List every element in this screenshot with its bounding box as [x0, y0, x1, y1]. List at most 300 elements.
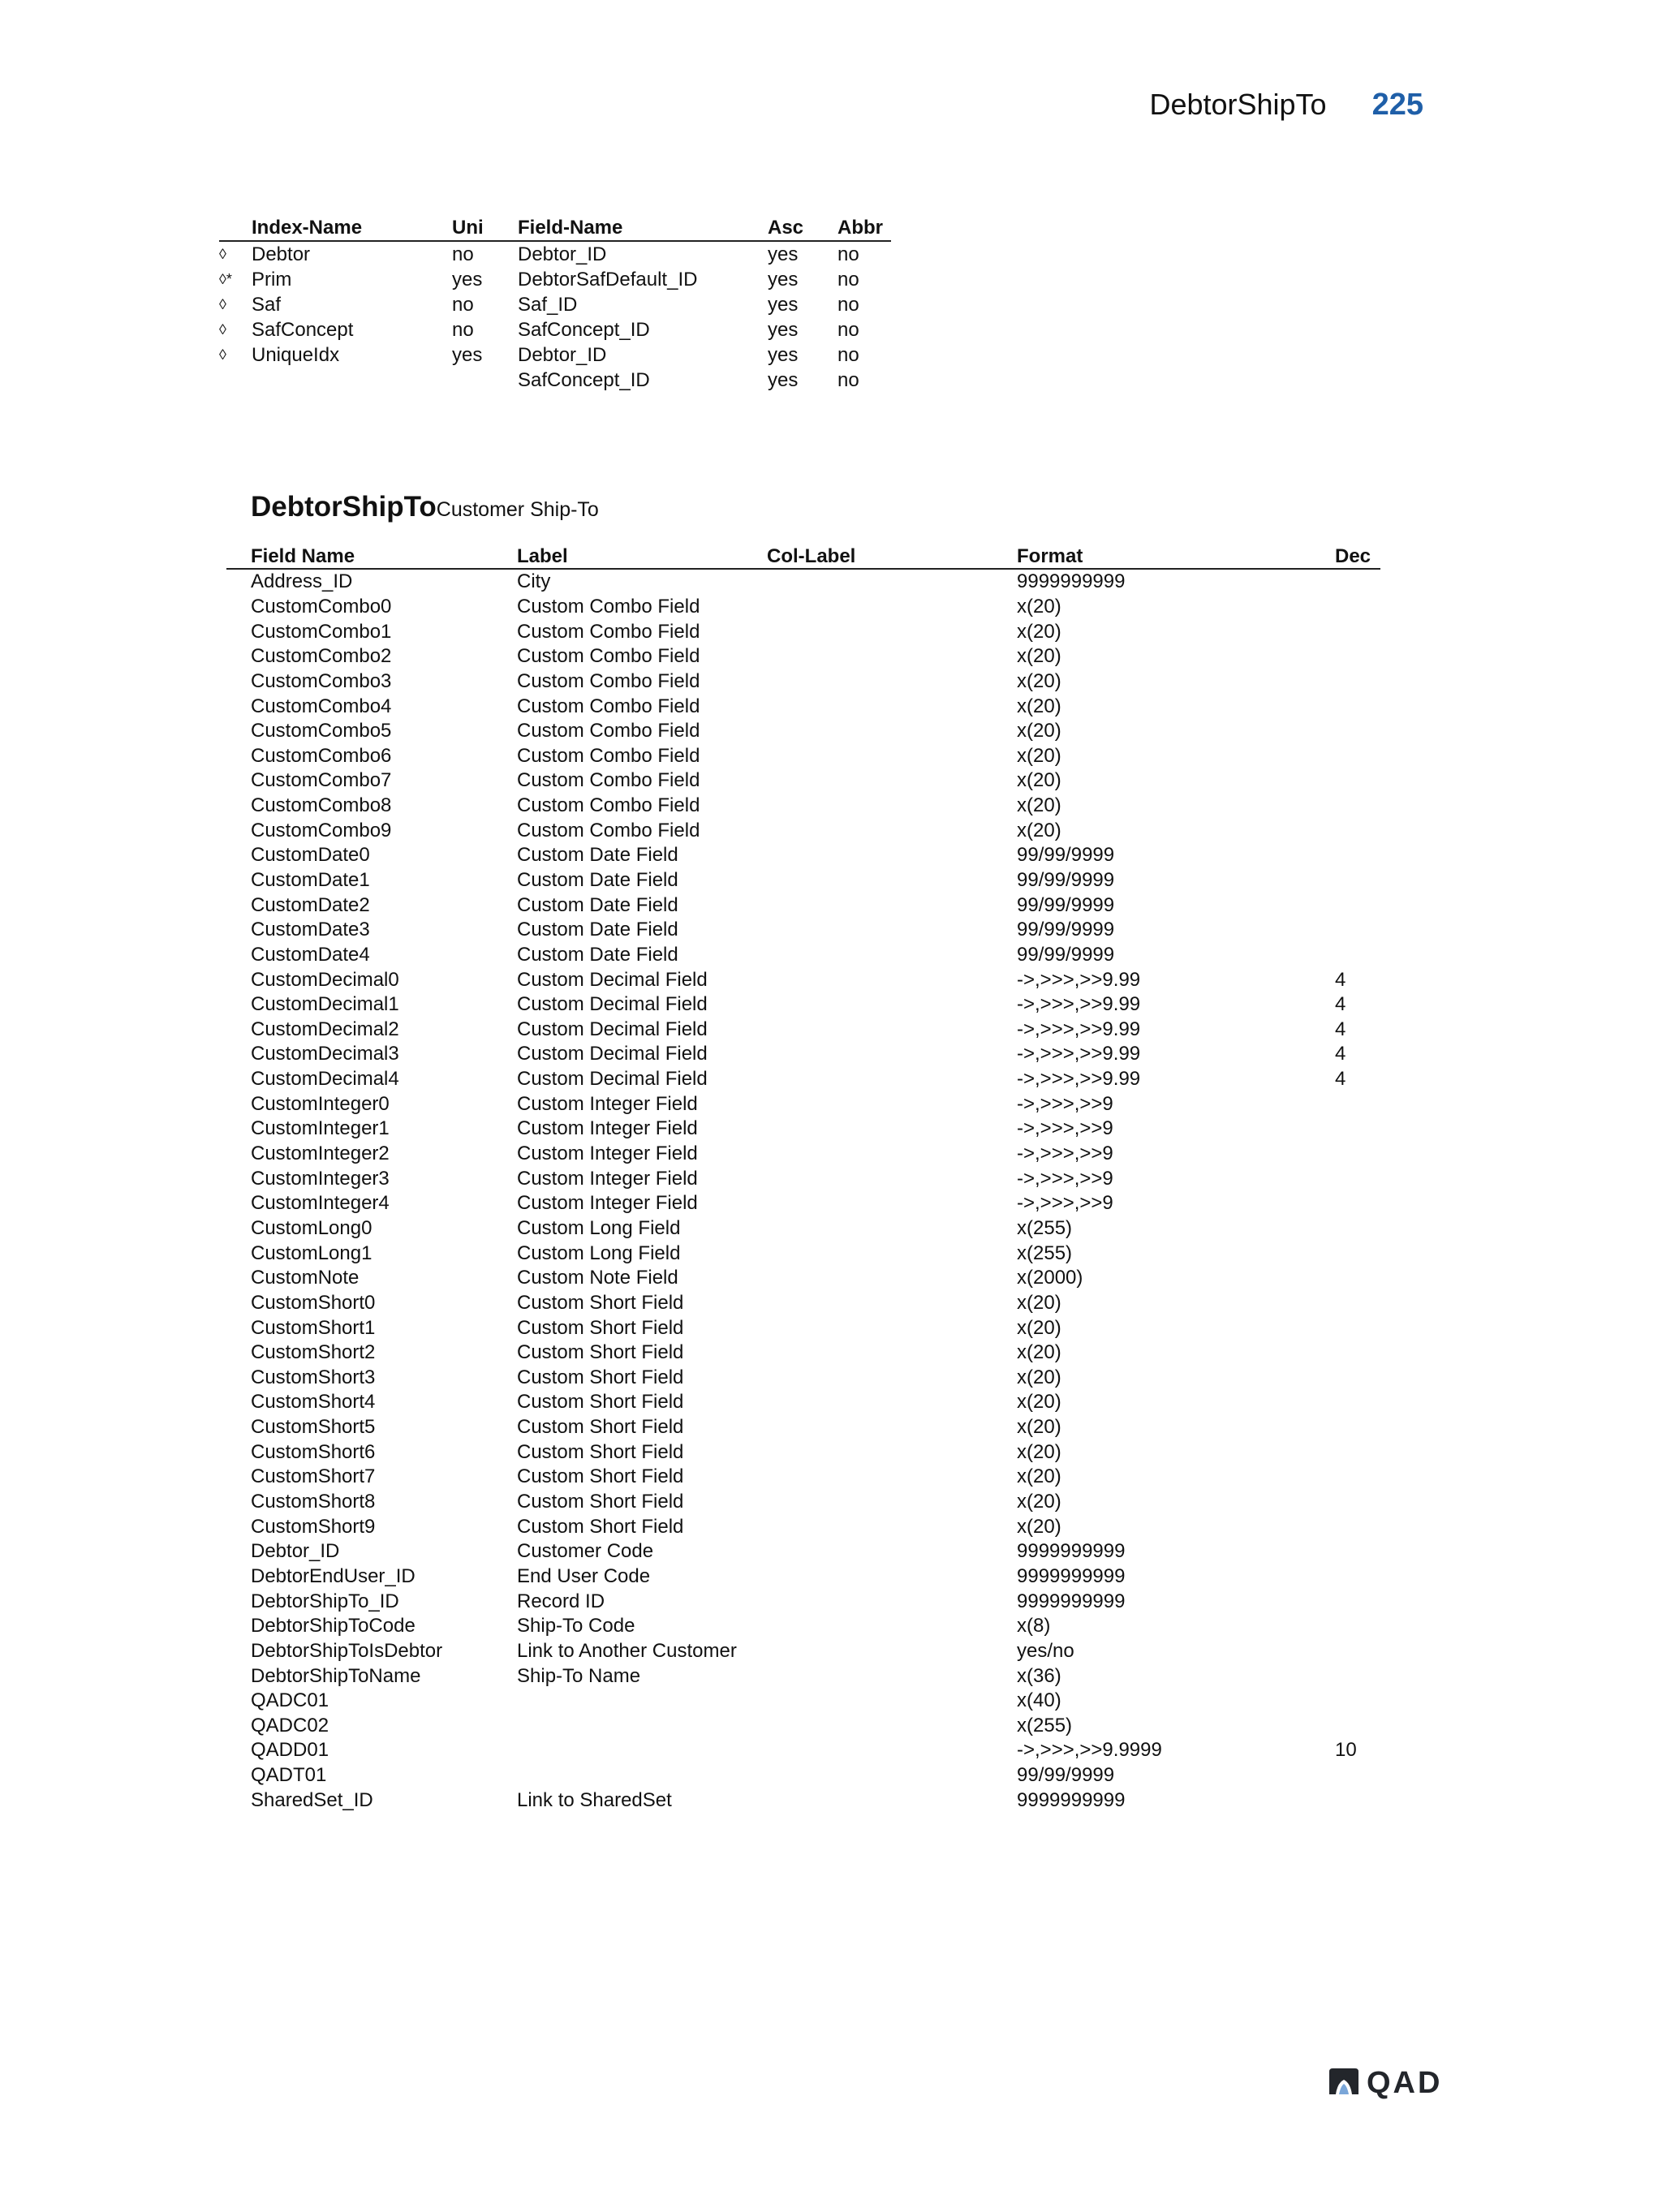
- field-row-lead: [226, 1042, 251, 1067]
- field-format: x(20): [1017, 819, 1061, 841]
- field-label: Custom Short Field: [517, 1465, 684, 1488]
- field-format: 9999999999: [1017, 1788, 1126, 1811]
- field-decimals: [1335, 943, 1380, 968]
- field-row-lead: [226, 1415, 251, 1440]
- qad-logo-icon: [1328, 2067, 1360, 2100]
- field-decimals: [1335, 1366, 1380, 1391]
- field-name: DebtorShipToCode: [251, 1615, 416, 1637]
- index-marker-icon: ◊: [219, 296, 226, 312]
- field-label: End User Code: [517, 1564, 651, 1587]
- field-decimals: [1335, 1788, 1380, 1813]
- field-row-lead: [226, 1166, 251, 1191]
- field-label: Custom Short Field: [517, 1366, 684, 1388]
- field-col-label: [767, 1763, 1017, 1788]
- field-label: Custom Date Field: [517, 919, 678, 941]
- field-row: [226, 1763, 1380, 1788]
- field-col-label: [767, 818, 1017, 843]
- field-row-lead: [226, 768, 251, 794]
- field-row: [226, 1315, 1380, 1341]
- field-name: CustomDate0: [251, 844, 370, 867]
- field-col-label: [767, 1663, 1017, 1689]
- index-abbreviated: no: [837, 344, 859, 366]
- field-col-label: [767, 619, 1017, 644]
- field-format: 99/99/9999: [1017, 919, 1115, 941]
- index-table-body: [219, 241, 891, 393]
- field-format: x(20): [1017, 794, 1061, 817]
- field-row-lead: [226, 1091, 251, 1117]
- field-label: Custom Combo Field: [517, 720, 700, 742]
- field-format: ->,>>>,>>9.99: [1017, 1068, 1141, 1091]
- field-decimals: [1335, 1142, 1380, 1167]
- field-label: [517, 1713, 767, 1738]
- index-abbreviated: no: [837, 243, 859, 265]
- field-format: x(255): [1017, 1216, 1073, 1239]
- field-row: [226, 818, 1380, 843]
- field-decimals: [1335, 768, 1380, 794]
- field-decimals: [1335, 1266, 1380, 1291]
- index-row: [219, 317, 891, 342]
- field-col-label: [767, 1713, 1017, 1738]
- field-row: [226, 992, 1380, 1018]
- field-row-lead: [226, 893, 251, 918]
- field-format: ->,>>>,>>9: [1017, 1192, 1113, 1215]
- field-name: CustomShort5: [251, 1416, 376, 1439]
- field-col-label: [767, 669, 1017, 695]
- format-column-header: Format: [1017, 544, 1335, 569]
- field-decimals: [1335, 1490, 1380, 1515]
- field-decimals: [1335, 818, 1380, 843]
- field-format: x(20): [1017, 1416, 1061, 1439]
- field-decimals: [1335, 669, 1380, 695]
- field-label: [517, 1738, 767, 1763]
- field-col-label: [767, 1191, 1017, 1216]
- field-format: x(20): [1017, 669, 1061, 692]
- field-row: [226, 1465, 1380, 1490]
- field-name: CustomCombo1: [251, 620, 392, 643]
- field-label: Custom Integer Field: [517, 1192, 698, 1215]
- field-row-lead: [226, 1241, 251, 1266]
- field-row-lead: [226, 1390, 251, 1415]
- field-row: [226, 1191, 1380, 1216]
- field-col-label: [767, 794, 1017, 819]
- field-decimals: [1335, 644, 1380, 669]
- field-name: CustomShort6: [251, 1440, 376, 1463]
- field-row: [226, 967, 1380, 992]
- field-row-lead: [226, 1514, 251, 1539]
- field-name: CustomDecimal2: [251, 1018, 399, 1040]
- index-unique: no: [452, 294, 474, 316]
- index-row: [219, 342, 891, 368]
- field-col-label: [767, 967, 1017, 992]
- field-row: [226, 1440, 1380, 1465]
- field-row: [226, 1390, 1380, 1415]
- field-name: CustomInteger1: [251, 1117, 390, 1140]
- field-decimals: [1335, 843, 1380, 868]
- field-row-lead: [226, 1117, 251, 1142]
- unique-header: Uni: [452, 215, 518, 241]
- field-col-label: [767, 1266, 1017, 1291]
- field-decimals: [1335, 569, 1380, 595]
- decimals-column-header: Dec: [1335, 544, 1380, 569]
- field-col-label: [767, 992, 1017, 1018]
- field-decimals: [1335, 1614, 1380, 1639]
- index-field-name: Saf_ID: [518, 294, 578, 316]
- field-label: Custom Short Field: [517, 1341, 684, 1364]
- field-label: Custom Date Field: [517, 844, 678, 867]
- field-decimals: [1335, 1216, 1380, 1242]
- field-col-label: [767, 694, 1017, 719]
- field-row: [226, 619, 1380, 644]
- field-label: [517, 1763, 767, 1788]
- field-row-lead: [226, 1763, 251, 1788]
- index-name: SafConcept: [252, 319, 354, 341]
- field-row: [226, 1564, 1380, 1590]
- field-decimals: [1335, 868, 1380, 893]
- field-decimals: [1335, 1514, 1380, 1539]
- field-row: [226, 569, 1380, 595]
- field-row-lead: [226, 1067, 251, 1092]
- index-unique: [452, 368, 518, 393]
- index-unique: no: [452, 319, 474, 341]
- field-format: x(20): [1017, 1515, 1061, 1538]
- running-header-title: DebtorShipTo: [1149, 88, 1327, 121]
- field-label: Custom Date Field: [517, 869, 678, 891]
- field-name: CustomLong0: [251, 1216, 372, 1239]
- field-row-lead: [226, 1564, 251, 1590]
- field-format: x(20): [1017, 1491, 1061, 1513]
- field-label: Custom Combo Field: [517, 744, 700, 767]
- field-label: Custom Short Field: [517, 1440, 684, 1463]
- index-name: Saf: [252, 294, 282, 316]
- field-row: [226, 1490, 1380, 1515]
- table-section-title: [251, 491, 599, 523]
- field-row-lead: [226, 1713, 251, 1738]
- field-format: 99/99/9999: [1017, 1764, 1115, 1787]
- field-format: x(8): [1017, 1615, 1051, 1637]
- field-row: [226, 694, 1380, 719]
- field-row: [226, 768, 1380, 794]
- index-unique: yes: [452, 344, 483, 366]
- field-row: [226, 1788, 1380, 1813]
- field-label: Custom Decimal Field: [517, 1068, 708, 1091]
- field-row: [226, 868, 1380, 893]
- field-label: Custom Short Field: [517, 1391, 684, 1414]
- field-col-label: [767, 893, 1017, 918]
- field-format: x(20): [1017, 595, 1061, 618]
- field-col-label: [767, 1564, 1017, 1590]
- field-row: [226, 644, 1380, 669]
- field-name: CustomDate4: [251, 943, 370, 966]
- field-format: ->,>>>,>>9.9999: [1017, 1739, 1162, 1762]
- index-field-name: Debtor_ID: [518, 243, 607, 265]
- field-row-lead: [226, 1440, 251, 1465]
- field-row-lead: [226, 595, 251, 620]
- field-label: Custom Long Field: [517, 1216, 681, 1239]
- field-format: x(2000): [1017, 1267, 1083, 1289]
- index-ascending: yes: [768, 243, 799, 265]
- field-decimals: [1335, 719, 1380, 744]
- field-row: [226, 1142, 1380, 1167]
- field-row-lead: [226, 1788, 251, 1813]
- index-table: [219, 215, 891, 393]
- field-row: [226, 1639, 1380, 1664]
- table-name: DebtorShipTo: [251, 491, 437, 523]
- field-label: Custom Decimal Field: [517, 1043, 708, 1065]
- field-row-lead: [226, 1291, 251, 1316]
- field-row-lead: [226, 992, 251, 1018]
- field-name: CustomDecimal1: [251, 993, 399, 1016]
- field-name: CustomLong1: [251, 1242, 372, 1264]
- index-unique: no: [452, 243, 474, 265]
- field-row-lead: [226, 1216, 251, 1242]
- index-marker-icon: ◊*: [219, 271, 232, 287]
- field-row-lead: [226, 868, 251, 893]
- field-format: x(36): [1017, 1664, 1061, 1687]
- field-row: [226, 794, 1380, 819]
- field-row: [226, 1091, 1380, 1117]
- field-name: CustomDecimal0: [251, 968, 399, 991]
- field-name: CustomShort7: [251, 1465, 376, 1488]
- field-label: Custom Note Field: [517, 1267, 678, 1289]
- field-row: [226, 1738, 1380, 1763]
- field-label: Custom Combo Field: [517, 819, 700, 841]
- field-decimals: [1335, 595, 1380, 620]
- field-col-label: [767, 768, 1017, 794]
- index-marker-icon: ◊: [219, 321, 226, 338]
- index-field-name: SafConcept_ID: [518, 319, 650, 341]
- field-row-lead: [226, 843, 251, 868]
- field-format: ->,>>>,>>9.99: [1017, 993, 1141, 1016]
- field-row: [226, 719, 1380, 744]
- field-name: DebtorShipToName: [251, 1664, 421, 1687]
- index-abbreviated: no: [837, 294, 859, 316]
- field-name: CustomShort9: [251, 1515, 376, 1538]
- field-row-lead: [226, 719, 251, 744]
- field-name: DebtorEndUser_ID: [251, 1564, 416, 1587]
- field-row-lead: [226, 1539, 251, 1564]
- field-decimals: [1335, 1440, 1380, 1465]
- index-marker-icon: [219, 368, 252, 393]
- field-decimals: [1335, 1117, 1380, 1142]
- index-field-name: Debtor_ID: [518, 344, 607, 366]
- field-col-label: [767, 1440, 1017, 1465]
- field-col-label: [767, 644, 1017, 669]
- field-name: CustomCombo5: [251, 720, 392, 742]
- field-decimals: [1335, 1713, 1380, 1738]
- field-label: Custom Combo Field: [517, 769, 700, 792]
- field-format: yes/no: [1017, 1639, 1074, 1662]
- field-row: [226, 1117, 1380, 1142]
- index-ascending: yes: [768, 369, 799, 391]
- field-format: 9999999999: [1017, 1540, 1126, 1563]
- field-name: QADC01: [251, 1689, 329, 1712]
- field-row-lead: [226, 669, 251, 695]
- field-row-lead: [226, 794, 251, 819]
- label-column-header: Label: [517, 544, 767, 569]
- field-row: [226, 669, 1380, 695]
- field-format: ->,>>>,>>9.99: [1017, 1018, 1141, 1040]
- field-label: Custom Decimal Field: [517, 968, 708, 991]
- field-row-lead: [226, 943, 251, 968]
- field-decimals: [1335, 1539, 1380, 1564]
- field-col-label: [767, 943, 1017, 968]
- field-row-lead: [226, 1315, 251, 1341]
- field-format: x(20): [1017, 1465, 1061, 1488]
- field-name: CustomCombo2: [251, 645, 392, 668]
- index-row: [219, 267, 891, 292]
- field-decimals: [1335, 694, 1380, 719]
- ascending-header: Asc: [768, 215, 837, 241]
- field-format: x(20): [1017, 1391, 1061, 1414]
- index-marker-header: [219, 215, 252, 241]
- field-decimals: [1335, 1291, 1380, 1316]
- field-label: Custom Integer Field: [517, 1143, 698, 1165]
- field-col-label: [767, 1067, 1017, 1092]
- field-label: Link to Another Customer: [517, 1639, 737, 1662]
- field-label: Custom Combo Field: [517, 695, 700, 717]
- field-col-label: [767, 743, 1017, 768]
- field-decimals: 4: [1335, 993, 1346, 1016]
- field-row: [226, 1614, 1380, 1639]
- field-name: QADD01: [251, 1739, 329, 1762]
- field-row: [226, 1216, 1380, 1242]
- field-decimals: [1335, 1166, 1380, 1191]
- field-label: Custom Combo Field: [517, 645, 700, 668]
- field-name: CustomCombo9: [251, 819, 392, 841]
- field-row: [226, 1166, 1380, 1191]
- field-name: CustomShort4: [251, 1391, 376, 1414]
- field-name: CustomDecimal3: [251, 1043, 399, 1065]
- field-name: CustomCombo0: [251, 595, 392, 618]
- field-decimals: [1335, 893, 1380, 918]
- table-description: Customer Ship-To: [436, 498, 599, 521]
- page-number: 225: [1371, 88, 1423, 122]
- field-row-lead: [226, 1490, 251, 1515]
- field-row: [226, 1366, 1380, 1391]
- field-format: 99/99/9999: [1017, 943, 1115, 966]
- field-decimals: [1335, 1465, 1380, 1490]
- field-col-label: [767, 1091, 1017, 1117]
- field-label: Custom Date Field: [517, 943, 678, 966]
- field-decimals: [1335, 794, 1380, 819]
- field-label: Custom Integer Field: [517, 1167, 698, 1190]
- field-format: ->,>>>,>>9: [1017, 1117, 1113, 1140]
- field-col-label: [767, 1341, 1017, 1366]
- field-format: x(20): [1017, 1440, 1061, 1463]
- field-label: Custom Date Field: [517, 893, 678, 916]
- field-name: QADC02: [251, 1714, 329, 1736]
- field-format: x(20): [1017, 1341, 1061, 1364]
- field-label: Ship-To Name: [517, 1664, 641, 1687]
- field-row: [226, 1663, 1380, 1689]
- field-label: Customer Code: [517, 1540, 654, 1563]
- field-name: CustomShort1: [251, 1316, 376, 1339]
- field-col-label: [767, 569, 1017, 595]
- index-name: Debtor: [252, 243, 311, 265]
- field-name: CustomCombo8: [251, 794, 392, 817]
- qad-logo-text: QAD: [1367, 2066, 1443, 2100]
- field-name: CustomDate3: [251, 919, 370, 941]
- index-name: [252, 368, 452, 393]
- field-row-lead: [226, 1738, 251, 1763]
- field-row-lead: [226, 918, 251, 943]
- field-row: [226, 595, 1380, 620]
- field-decimals: [1335, 1091, 1380, 1117]
- field-col-label: [767, 1315, 1017, 1341]
- field-name: CustomCombo7: [251, 769, 392, 792]
- field-decimals: [1335, 1241, 1380, 1266]
- field-label: Custom Combo Field: [517, 595, 700, 618]
- field-format: 9999999999: [1017, 570, 1126, 593]
- index-field-name: SafConcept_ID: [518, 369, 650, 391]
- field-col-label: [767, 1390, 1017, 1415]
- field-name-header: Field-Name: [518, 215, 768, 241]
- field-col-label: [767, 1166, 1017, 1191]
- field-row: [226, 1067, 1380, 1092]
- field-name: DebtorShipTo_ID: [251, 1590, 399, 1612]
- field-table: [226, 544, 1380, 1813]
- field-name: CustomShort0: [251, 1291, 376, 1314]
- field-decimals: 4: [1335, 1043, 1346, 1065]
- field-label: Custom Decimal Field: [517, 1018, 708, 1040]
- field-label: Custom Short Field: [517, 1491, 684, 1513]
- field-row: [226, 1713, 1380, 1738]
- field-row: [226, 893, 1380, 918]
- field-col-label: [767, 1614, 1017, 1639]
- field-col-label: [767, 1490, 1017, 1515]
- field-col-label: [767, 1415, 1017, 1440]
- field-col-label: [767, 1241, 1017, 1266]
- field-row-lead: [226, 1465, 251, 1490]
- index-row: [219, 368, 891, 393]
- field-col-label: [767, 843, 1017, 868]
- field-row-lead: [226, 1018, 251, 1043]
- field-decimals: [1335, 1639, 1380, 1664]
- index-unique: yes: [452, 269, 483, 290]
- field-row-lead: [226, 1614, 251, 1639]
- field-row: [226, 843, 1380, 868]
- field-label: City: [517, 570, 551, 593]
- field-label: Record ID: [517, 1590, 605, 1612]
- field-table-body: [226, 569, 1380, 1813]
- field-col-label: [767, 1042, 1017, 1067]
- field-decimals: [1335, 743, 1380, 768]
- field-format: 9999999999: [1017, 1564, 1126, 1587]
- field-decimals: [1335, 1564, 1380, 1590]
- field-format: x(20): [1017, 1291, 1061, 1314]
- field-row-lead: [226, 1589, 251, 1614]
- field-format: x(255): [1017, 1714, 1073, 1736]
- field-label: Link to SharedSet: [517, 1788, 672, 1811]
- field-row-lead: [226, 1689, 251, 1714]
- field-decimals: 4: [1335, 968, 1346, 991]
- field-decimals: [1335, 918, 1380, 943]
- index-ascending: yes: [768, 294, 799, 316]
- field-row-lead: [226, 1266, 251, 1291]
- index-row: [219, 292, 891, 317]
- field-format: x(20): [1017, 645, 1061, 668]
- field-format: ->,>>>,>>9.99: [1017, 968, 1141, 991]
- field-format: 99/99/9999: [1017, 844, 1115, 867]
- field-row: [226, 1018, 1380, 1043]
- field-row-lead: [226, 619, 251, 644]
- col-label-column-header: Col-Label: [767, 544, 1017, 569]
- index-name-header: Index-Name: [252, 215, 452, 241]
- field-row-lead: [226, 1663, 251, 1689]
- field-row: [226, 1241, 1380, 1266]
- field-row: [226, 743, 1380, 768]
- field-row: [226, 943, 1380, 968]
